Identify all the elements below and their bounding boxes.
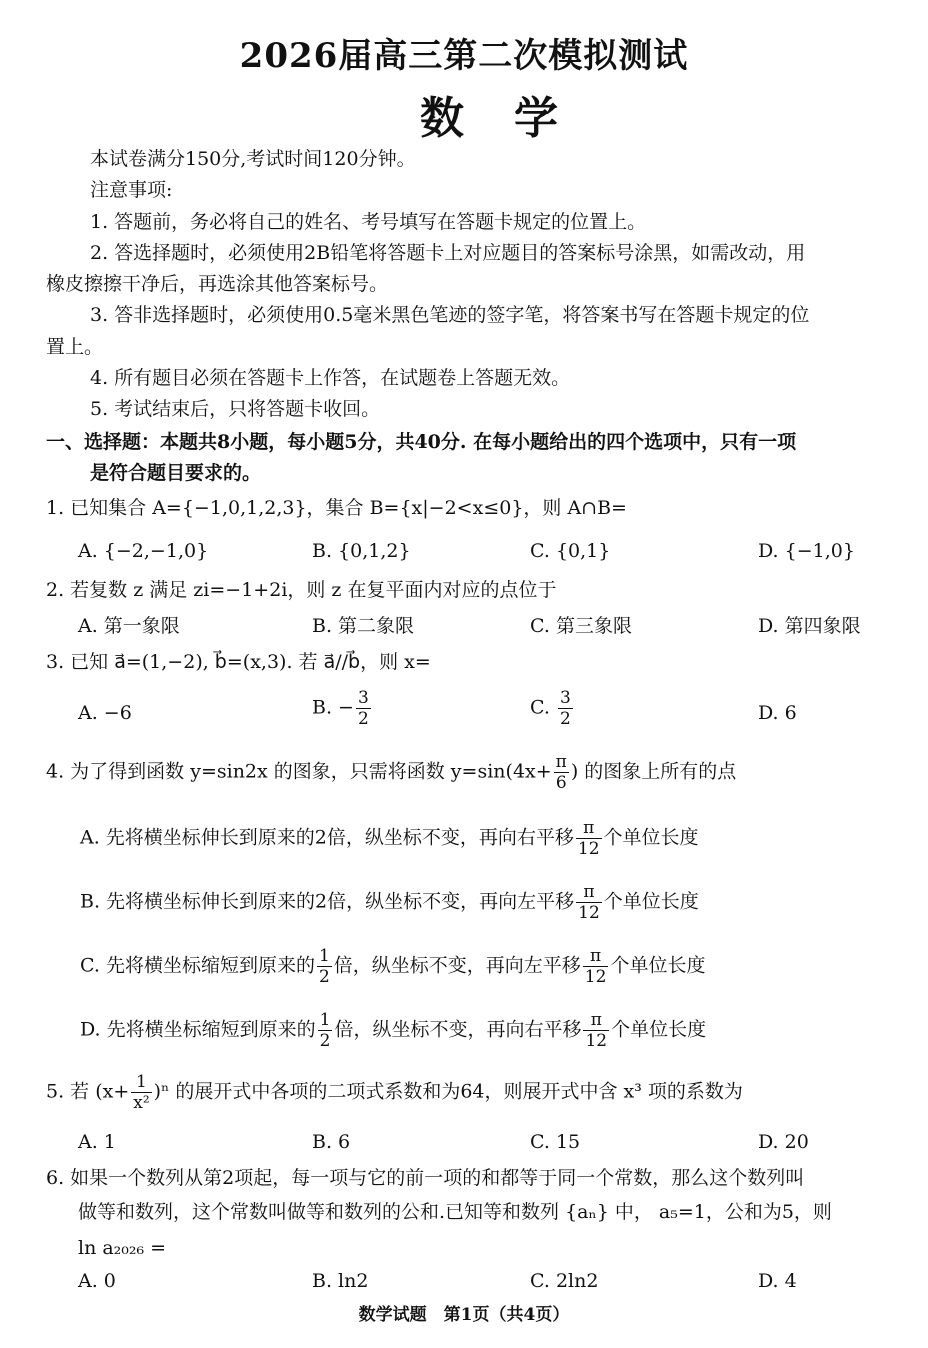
notice-title: 注意事项:	[90, 179, 173, 201]
note-3-cont: 置上。	[46, 336, 104, 358]
page-footer: 数学试题 第1页（共4页）	[358, 1305, 570, 1325]
q4-c-half-den: 2	[318, 967, 330, 987]
q3-c-fraction	[558, 688, 573, 729]
q3-b-num: 3	[357, 688, 369, 708]
q5-option-d: D. 20	[758, 1131, 809, 1153]
q4-c-num: π	[583, 946, 609, 967]
q4-a-text: A. 先将横坐标伸长到原来的2倍，纵坐标不变，再向右平移	[80, 826, 574, 849]
q4-b-den: 12	[578, 903, 600, 923]
q4-option-d	[80, 1010, 706, 1051]
q5-den: x²	[133, 1093, 150, 1113]
score-line: 本试卷满分150分,考试时间120分钟。	[90, 148, 416, 170]
q4-c-mid: 倍，纵坐标不变，再向左平移	[333, 954, 581, 977]
subject-title: 数学	[420, 93, 608, 144]
note-2-cont: 橡皮擦擦干净后，再选涂其他答案标号。	[46, 273, 389, 295]
q4-d-unit: 个单位长度	[611, 1018, 707, 1041]
question-4-stem	[46, 752, 736, 793]
q6-option-a: A. 0	[78, 1270, 116, 1292]
note-5: 5. 考试结束后，只将答题卡收回。	[90, 398, 381, 420]
question-3-stem: 3. 已知 a⃗=(1,−2), b⃗=(x,3). 若 a⃗//b⃗，则 x=	[46, 651, 431, 673]
q1-option-d: D. {−1,0}	[758, 540, 855, 562]
question-6-line-2: 做等和数列，这个常数叫做等和数列的公和.已知等和数列 {aₙ} 中， a₅=1，公和为5，则	[78, 1201, 832, 1223]
question-2-stem: 2. 若复数 z 满足 zi=−1+2i，则 z 在复平面内对应的点位于	[46, 579, 557, 601]
note-2: 2. 答选择题时，必须使用2B铅笔将答题卡上对应题目的答案标号涂黑，如需改动，用	[90, 242, 806, 264]
q1-option-c: C. {0,1}	[530, 540, 611, 562]
q4-d-fraction	[583, 1010, 609, 1051]
q4-option-a	[80, 818, 699, 859]
q4-d-half-den: 2	[319, 1031, 331, 1051]
q2-option-d: D. 第四象限	[758, 615, 861, 637]
q4-b-fraction	[576, 882, 602, 923]
q2-option-c: C. 第三象限	[530, 615, 632, 637]
q4-stem-pre: 4. 为了得到函数 y=sin2x 的图象，只需将函数 y=sin(4x+	[46, 760, 552, 783]
q4-d-den: 12	[585, 1031, 608, 1051]
q4-stem-fraction	[554, 752, 569, 793]
q4-option-c	[80, 946, 705, 987]
q4-b-num: π	[576, 882, 602, 903]
q4-c-half	[317, 946, 332, 987]
q3-option-b	[312, 688, 373, 729]
q6-option-c: C. 2ln2	[530, 1270, 599, 1292]
q5-stem-pre: 5. 若 (x+	[46, 1080, 130, 1103]
q4-stem-post: ) 的图象上所有的点	[570, 760, 737, 783]
q6-option-b: B. ln2	[312, 1270, 369, 1292]
q4-a-den: 12	[577, 839, 600, 859]
q4-b-unit: 个单位长度	[603, 890, 699, 913]
q3-c-num: 3	[559, 688, 571, 708]
question-1-stem: 1. 已知集合 A={−1,0,1,2,3}，集合 B={x|−2<x≤0}，则 A∩B=	[46, 497, 627, 519]
q4-d-half	[318, 1010, 333, 1051]
q3-option-b-label: B. −	[312, 696, 354, 719]
q4-c-half-num: 1	[318, 946, 330, 966]
q6-option-d: D. 4	[758, 1270, 797, 1292]
question-6-line-1: 6. 如果一个数列从第2项起，每一项与它的前一项的和都等于同一个常数，那么这个数列叫	[46, 1167, 805, 1189]
q3-c-den: 2	[559, 709, 571, 729]
note-3: 3. 答非选择题时，必须使用0.5毫米黑色笔迹的签字笔，将答案书写在答题卡规定的位	[90, 304, 810, 326]
section-heading: 一、选择题：本题共8小题，每小题5分，共40分. 在每小题给出的四个选项中，只有一项	[46, 431, 797, 453]
q3-b-fraction	[356, 688, 371, 729]
q5-option-a: A. 1	[78, 1131, 116, 1153]
q2-option-b: B. 第二象限	[312, 615, 415, 637]
q5-stem-post: )ⁿ 的展开式中各项的二项式系数和为64，则展开式中含 x³ 项的系数为	[153, 1080, 743, 1103]
q2-option-a: A. 第一象限	[78, 615, 180, 637]
q5-option-b: B. 6	[312, 1131, 351, 1153]
exam-title: 2026届高三第二次模拟测试	[239, 36, 689, 76]
q4-d-num: π	[583, 1010, 609, 1031]
q4-a-fraction	[576, 818, 602, 859]
q4-a-unit: 个单位长度	[603, 826, 699, 849]
q3-option-a: A. −6	[78, 702, 132, 724]
q4-d-half-num: 1	[319, 1010, 331, 1030]
q4-c-text: C. 先将横坐标缩短到原来的	[80, 954, 315, 977]
q4-stem-den: 6	[555, 773, 567, 793]
q3-option-d: D. 6	[758, 702, 797, 724]
q4-d-text: D. 先将横坐标缩短到原来的	[80, 1018, 316, 1041]
q4-stem-num: π	[555, 752, 567, 772]
q4-d-mid: 倍，纵坐标不变，再向右平移	[334, 1018, 582, 1041]
q4-c-den: 12	[584, 967, 607, 987]
q3-option-c-label: C.	[530, 696, 550, 719]
q1-option-b: B. {0,1,2}	[312, 540, 411, 562]
note-1: 1. 答题前，务必将自己的姓名、考号填写在答题卡规定的位置上。	[90, 211, 647, 233]
q1-option-a: A. {−2,−1,0}	[78, 540, 209, 562]
question-5-stem	[46, 1072, 743, 1113]
q4-a-num: π	[576, 818, 602, 839]
q5-option-c: C. 15	[530, 1131, 581, 1153]
note-4: 4. 所有题目必须在答题卡上作答，在试题卷上答题无效。	[90, 367, 571, 389]
q4-c-fraction	[583, 946, 609, 987]
section-heading-cont: 是符合题目要求的。	[90, 462, 262, 484]
q5-num: 1	[131, 1072, 151, 1093]
q4-c-unit: 个单位长度	[610, 954, 706, 977]
q3-option-c	[530, 688, 575, 729]
q5-fraction	[131, 1072, 151, 1113]
question-6-line-3: ln a₂₀₂₆ =	[78, 1237, 167, 1259]
q3-b-den: 2	[357, 709, 369, 729]
q4-option-b	[80, 882, 699, 923]
q4-b-text: B. 先将横坐标伸长到原来的2倍，纵坐标不变，再向左平移	[80, 890, 575, 913]
